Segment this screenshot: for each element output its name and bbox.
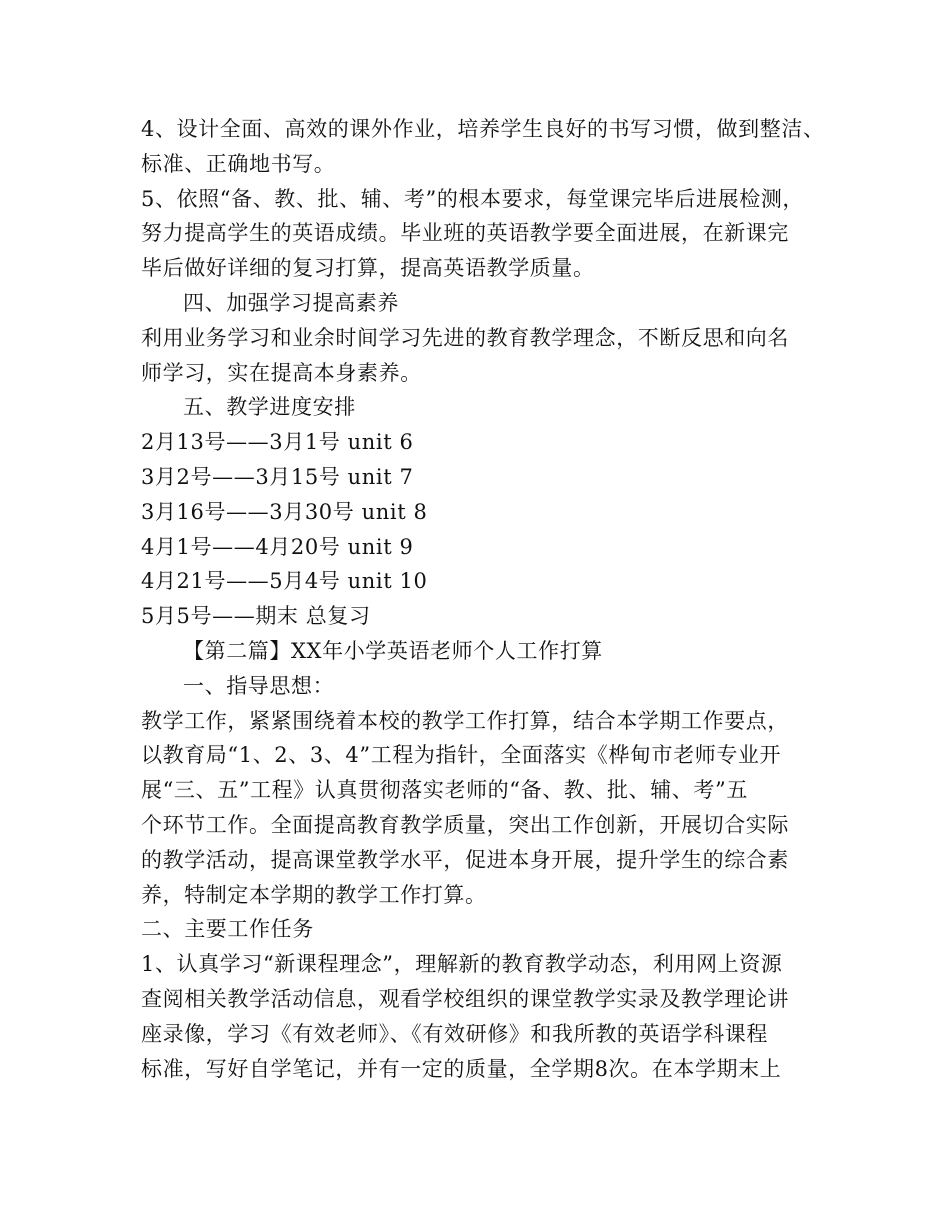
text-line: 3月16号——3月30号 unit 8	[141, 499, 428, 524]
section-heading-line: 一、指导思想：	[183, 673, 335, 698]
text-line: 的教学活动，提高课堂教学水平，促进本身开展，提升学生的综合素	[141, 847, 789, 872]
text-line: 5、依照“备、教、批、辅、考”的根本要求，每堂课完毕后进展检测，	[141, 186, 805, 211]
text-line: 标准，写好自学笔记，并有一定的质量，全学期8次。在本学期末上	[141, 1056, 782, 1081]
text-line: 以教育局“1、2、3、4”工程为指针，全面落实《桦甸市老师专业开	[141, 743, 782, 768]
text-line: 3月2号——3月15号 unit 7	[141, 464, 414, 489]
section-heading-line: 四、加强学习提高素养	[183, 290, 399, 315]
section-heading-line: 【第二篇】XX年小学英语老师个人工作打算	[183, 638, 603, 663]
text-line: 1、认真学习“新课程理念”，理解新的教育教学动态，利用网上资源	[141, 952, 783, 977]
text-line: 毕后做好详细的复习打算，提高英语教学质量。	[141, 256, 595, 281]
section-heading-line: 五、教学进度安排	[183, 395, 356, 420]
text-line: 5月5号——期末 总复习	[141, 604, 371, 629]
text-line: 教学工作，紧紧围绕着本校的教学工作打算，结合本学期工作要点，	[141, 708, 789, 733]
text-line: 努力提高学生的英语成绩。毕业班的英语教学要全面进展，在新课完	[141, 221, 789, 246]
text-line: 查阅相关教学活动信息，观看学校组织的课堂教学实录及教学理论讲	[141, 986, 789, 1011]
text-line: 2月13号——3月1号 unit 6	[141, 430, 414, 455]
text-line: 座录像，学习《有效老师》、《有效研修》和我所教的英语学科课程	[141, 1021, 768, 1046]
text-line: 4月1号——4月20号 unit 9	[141, 534, 414, 559]
text-line: 4月21号——5月4号 unit 10	[141, 569, 428, 594]
text-line: 二、主要工作任务	[141, 917, 314, 942]
text-line: 展“三、五”工程》认真贯彻落实老师的“备、教、批、辅、考”五	[141, 778, 748, 803]
text-line: 师学习，实在提高本身素养。	[141, 360, 422, 385]
text-line: 养，特制定本学期的教学工作打算。	[141, 882, 487, 907]
document-body	[141, 112, 831, 1086]
text-line: 4、设计全面、高效的课外作业，培养学生良好的书写习惯，做到整洁、	[141, 117, 825, 141]
text-line: 个环节工作。全面提高教育教学质量，突出工作创新，开展切合实际	[141, 812, 789, 837]
text-line: 标准、正确地书写。	[141, 151, 336, 176]
text-line: 利用业务学习和业余时间学习先进的教育教学理念，不断反思和向名	[141, 325, 789, 350]
